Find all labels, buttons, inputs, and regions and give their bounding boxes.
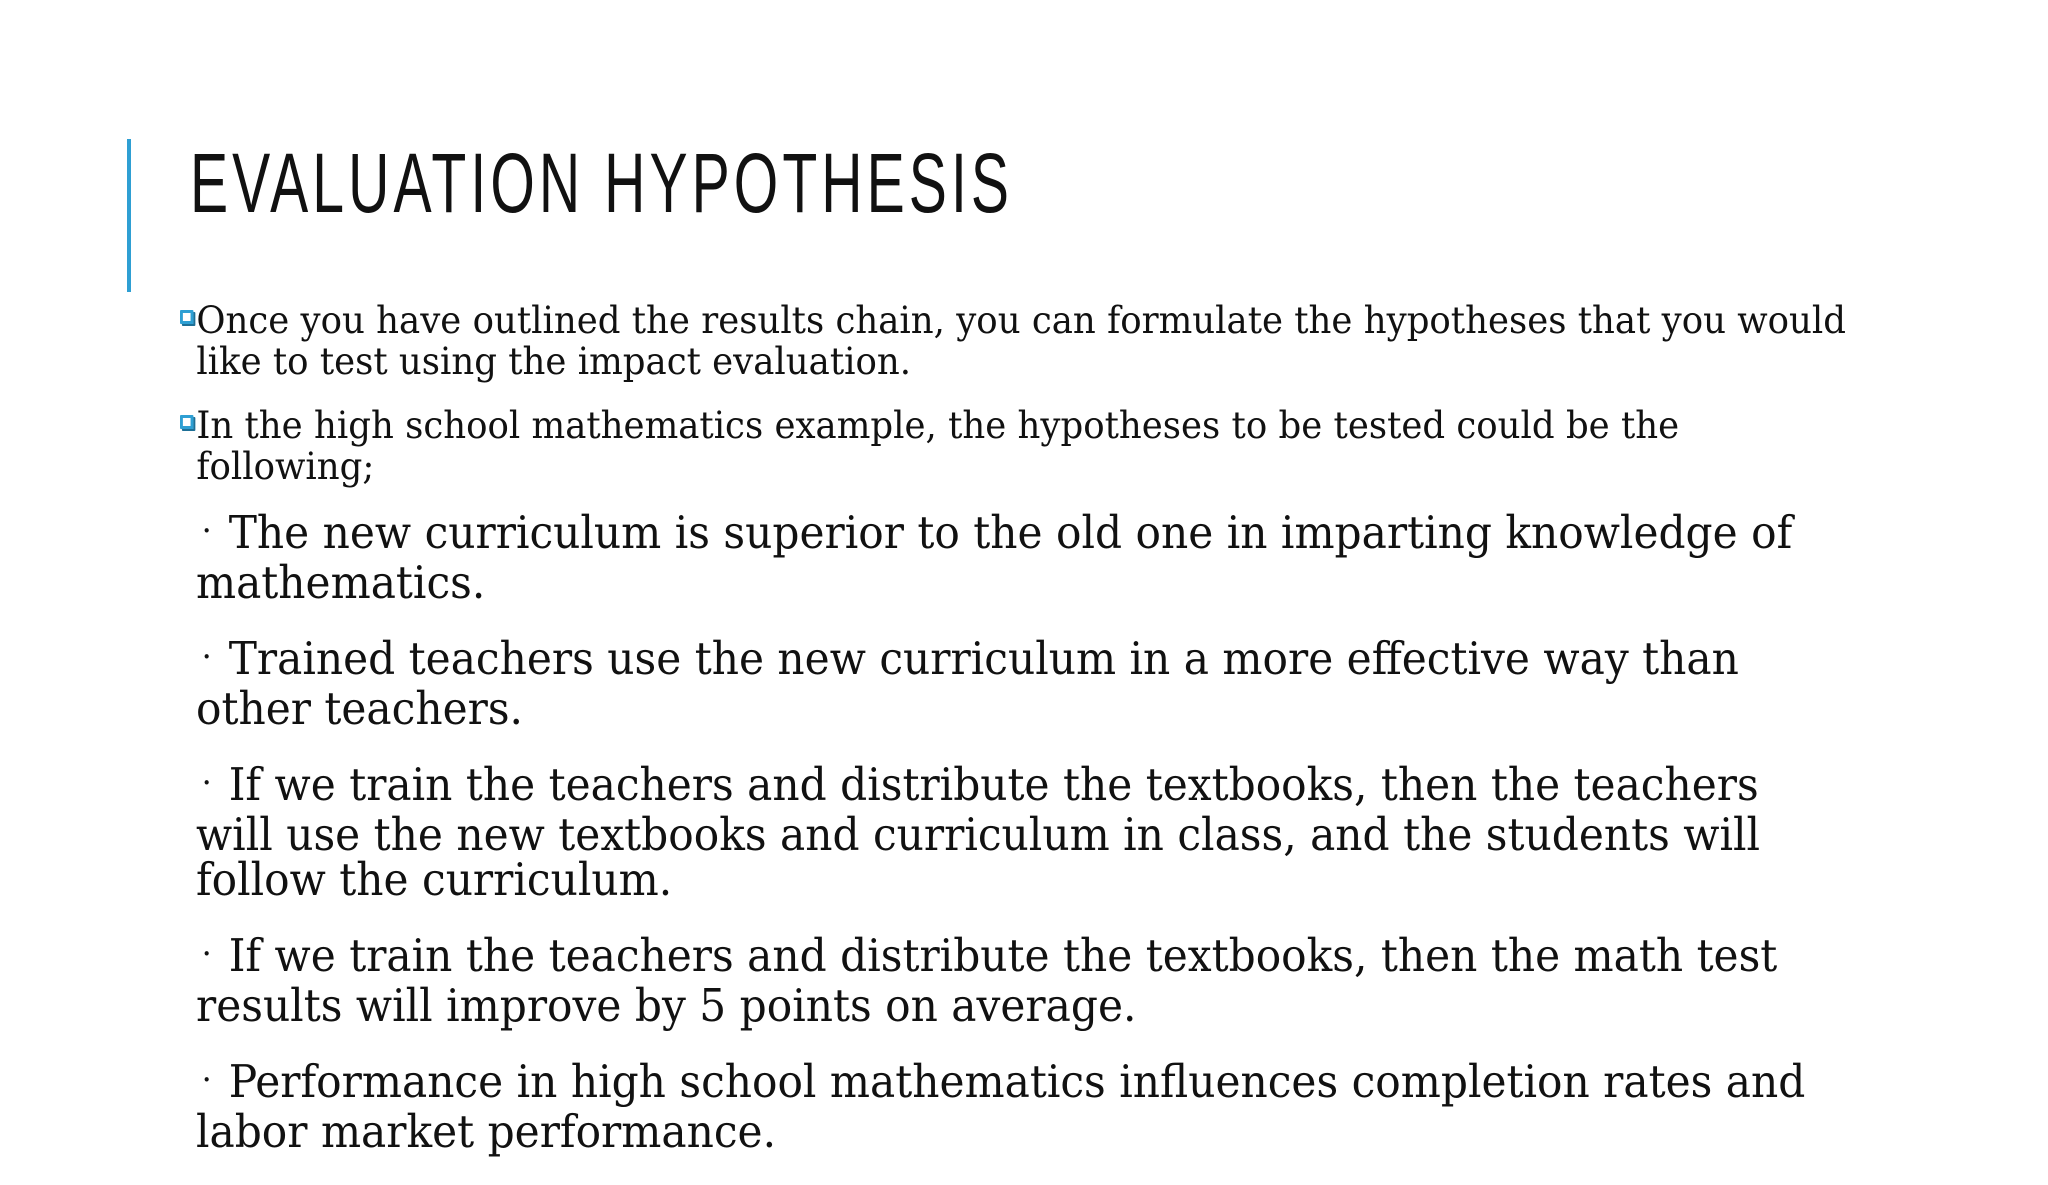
square-bullet-icon	[180, 415, 193, 429]
bullet-item	[180, 405, 1850, 487]
bullet-text: Once you have outlined the results chain, you can formulate the hypotheses that you would like to test using the impact evaluation.	[196, 299, 1847, 383]
sub-bullet-text: Performance in high school mathematics influences completion rates and labor market performance.	[195, 1055, 1806, 1158]
slide-title: EVALUATION HYPOTHESIS	[190, 136, 1014, 230]
sub-bullet-item	[180, 1055, 1816, 1158]
slide-content	[180, 300, 1920, 1185]
dot-bullet-icon: ·	[201, 1060, 212, 1100]
sub-bullet-text: If we train the teachers and distribute the textbooks, then the math test results will improve by 5 points on average.	[195, 929, 1778, 1032]
dot-bullet-icon: ·	[201, 934, 212, 974]
dot-bullet-icon: ·	[201, 511, 212, 551]
sub-bullet-item	[180, 758, 1816, 906]
dot-bullet-icon: ·	[201, 637, 212, 677]
bullet-item	[180, 300, 1850, 382]
sub-bullet-text: The new curriculum is superior to the old one in imparting knowledge of mathematics.	[195, 506, 1793, 609]
dot-bullet-icon: ·	[201, 763, 212, 803]
sub-bullet-item	[180, 632, 1816, 735]
title-accent-bar	[127, 139, 131, 292]
sub-bullet-item	[180, 506, 1816, 609]
square-bullet-icon	[180, 310, 193, 324]
sub-bullet-text: If we train the teachers and distribute the textbooks, then the teachers will use the new textbooks and curriculum in class, and the students will follow the curriculum.	[195, 758, 1761, 906]
sub-bullet-item	[180, 929, 1816, 1032]
sub-bullet-text: Trained teachers use the new curriculum in a more effective way than other teachers.	[195, 632, 1739, 735]
bullet-text: In the high school mathematics example, the hypotheses to be tested could be the following;	[196, 404, 1680, 488]
